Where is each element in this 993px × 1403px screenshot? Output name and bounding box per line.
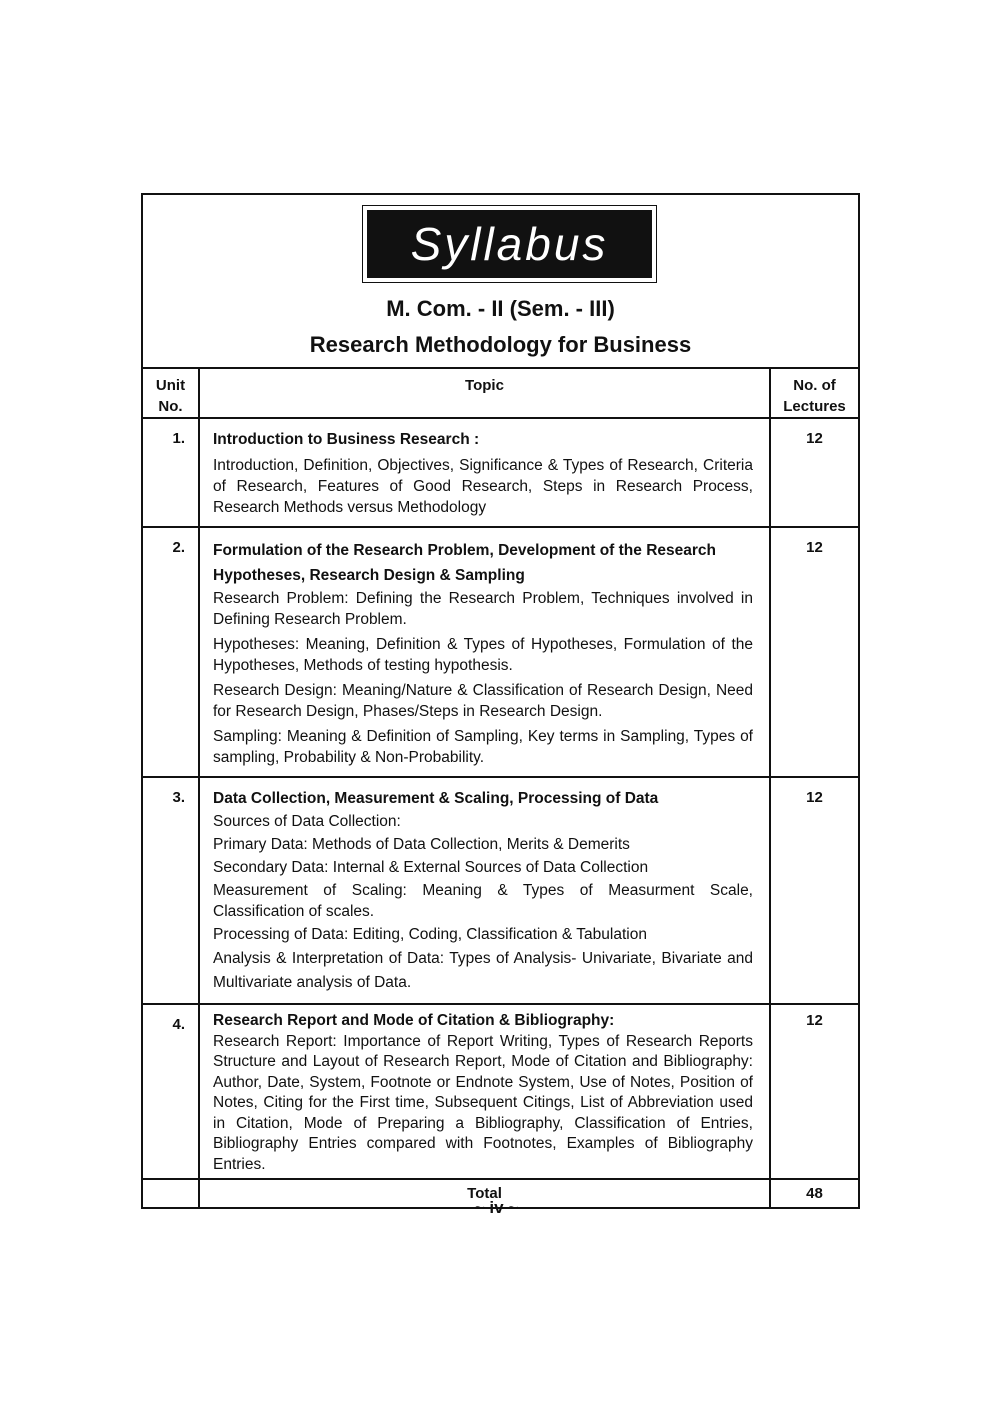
topic-title: Data Collection, Measurement & Scaling, Processing of Data [213,790,659,807]
unit-number: 4. [143,1004,199,1179]
table-row [143,777,858,1004]
lecture-count: 12 [770,777,858,1004]
topic-paragraph: Hypotheses: Meaning, Definition & Types of Hypotheses, Formulation of the Hypotheses, Methods of testing hypothesis. [213,636,753,674]
unit-number: 2. [143,527,199,777]
column-header-topic: Topic [199,369,770,418]
table-row [143,418,858,527]
unit-number: 1. [143,418,199,527]
subject-title: Research Methodology for Business [309,332,692,357]
topic-title: Formulation of the Research Problem, Development of the Research Hypotheses, Research Design & Sampling [213,542,717,584]
topic-paragraph: Research Design: Meaning/Nature & Classification of Research Design, Need for Research Design, Phases/Steps in Research Design. [213,682,753,720]
topic-paragraph: Secondary Data: Internal & External Sources of Data Collection [213,859,649,876]
topic-cell [199,777,770,1004]
topic-cell [199,418,770,527]
topic-title: Research Report and Mode of Citation & Bibliography: [213,1012,615,1029]
syllabus-table [143,369,858,1207]
total-value: 48 [806,1185,823,1202]
syllabus-header [143,195,858,369]
table-row [143,1004,858,1179]
topic-paragraph: Processing of Data: Editing, Coding, Classification & Tabulation [213,926,647,943]
syllabus-logo-text: Syllabus [367,210,652,278]
lecture-count: 12 [770,1004,858,1179]
column-header-lectures: No. of Lectures [770,369,858,418]
topic-paragraph: Research Report: Importance of Report Writing, Types of Research Reports Structure and Layout of Research Report, Mode of Citation and Bibliography: Author, Date, System, Footnote or Endnote System, Use of Notes, Position of Notes, Citing for the First time, Subsequent Citings, List of Abbreviation used in Citation, Mode of Preparing a Bibliography, Classification of Entries, Bibliography Entries compared with Footnotes, Examples of Bibliography Entries. [213,1032,753,1173]
topic-cell [199,527,770,777]
page-number: ~ iv ~ [474,1198,519,1217]
topic-paragraph: Introduction, Definition, Objectives, Significance & Types of Research, Criteria of Research, Features of Good Research, Steps in Research Process, Research Methods versus Methodology [213,457,753,516]
total-label: Total [199,1179,770,1207]
table-header-row [143,369,858,418]
topic-cell [199,1004,770,1179]
column-header-unit: Unit No. [143,369,199,418]
table-row [143,527,858,777]
unit-number: 3. [143,777,199,1004]
topic-paragraph: Measurement of Scaling: Meaning & Types of Measurment Scale, Classification of scales. [213,882,753,920]
course-title: M. Com. - II (Sem. - III) [386,296,615,321]
topic-paragraph: Sampling: Meaning & Definition of Sampling, Key terms in Sampling, Types of sampling, Probability & Non-Probability. [213,728,753,766]
topic-title: Introduction to Business Research : [213,431,480,448]
topic-paragraph: Analysis & Interpretation of Data: Types of Analysis- Univariate, Bivariate and Multivariate analysis of Data. [213,950,753,991]
lecture-count: 12 [770,527,858,777]
topic-paragraph: Research Problem: Defining the Research Problem, Techniques involved in Defining Research Problem. [213,590,753,628]
topic-paragraph: Sources of Data Collection: [213,813,401,830]
syllabus-logo [362,205,657,283]
lecture-count: 12 [770,418,858,527]
syllabus-frame [141,193,860,1209]
topic-paragraph: Primary Data: Methods of Data Collection, Merits & Demerits [213,836,630,853]
